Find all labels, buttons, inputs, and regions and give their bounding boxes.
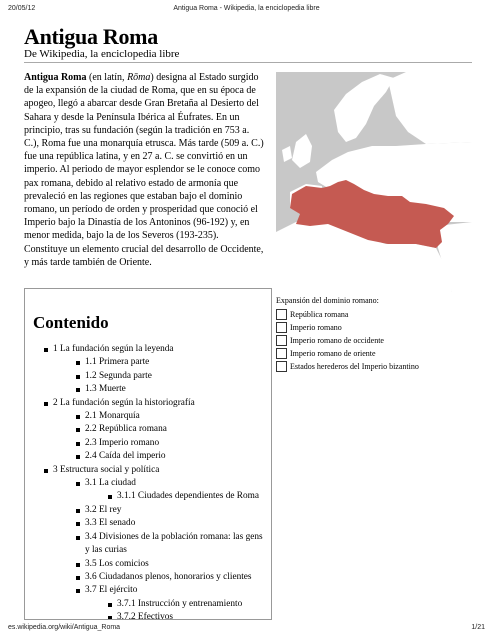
legend-item xyxy=(276,321,472,334)
legend-swatch xyxy=(276,361,287,372)
empire-map-svg xyxy=(276,72,472,292)
toc-item[interactable]: 1.3 Muerte xyxy=(25,383,267,396)
intro-paragraph xyxy=(24,71,264,269)
print-page-title: Antigua Roma - Wikipedia, la enciclopedia libre xyxy=(173,5,320,12)
legend-item xyxy=(276,360,472,373)
legend-label: Imperio romano xyxy=(290,323,342,332)
article-subtitle: De Wikipedia, la enciclopedia libre xyxy=(24,48,180,60)
legend-swatch xyxy=(276,348,287,359)
empire-map-image[interactable] xyxy=(276,72,472,292)
legend-swatch xyxy=(276,322,287,333)
toc-item[interactable]: 3.7.1 Instrucción y entrenamiento xyxy=(25,598,267,611)
toc-item[interactable]: 3.7 El ejército xyxy=(25,584,267,597)
article-title: Antigua Roma xyxy=(24,24,158,49)
toc-item[interactable]: 2.3 Imperio romano xyxy=(25,437,267,450)
map-land-britain xyxy=(292,134,312,168)
table-of-contents xyxy=(24,288,272,620)
map-land-scandinavia xyxy=(334,74,394,142)
legend-title: Expansión del dominio romano: xyxy=(276,296,379,305)
legend-item xyxy=(276,334,472,347)
print-header xyxy=(8,5,485,17)
toc-item[interactable]: 3.2 El rey xyxy=(25,504,267,517)
toc-item[interactable]: 3.4 Divisiones de la población romana: las gens y las curias xyxy=(25,531,267,558)
intro-body: ) designa al Estado surgido de la expansión de la ciudad de Roma, que en su época de apogeo, llegó a abarcar desde Gran Bretaña al Desierto del Sahara y desde la Península Ibérica al Éufrates. En un principio, tras su fundación (según la tradición en 753 a. C.), Roma fue una monarquía etrusca. Más tarde (509 a. C.) fue una república latina, y en 27 a. C. se convirtió en un imperio. Al periodo de mayor esplendor se le conoce como pax romana, debido al relativo estado de armonía que prevaleció en las regiones que estaban bajo el dominio romano, un período de orden y prosperidad que conoció el Imperio bajo la Dinastía de los Antoninos (96-192) y, en menor medida, bajo la de los Severos (193-235). Constituye un elemento crucial del desarrollo de Occidente, y más tarde también de Oriente. xyxy=(24,72,264,268)
toc-item[interactable]: 3.6 Ciudadanos plenos, honorarios y clientes xyxy=(25,571,267,584)
toc-item[interactable]: 2.4 Caída del imperio xyxy=(25,450,267,463)
print-url: es.wikipedia.org/wiki/Antigua_Roma xyxy=(8,624,121,631)
map-legend xyxy=(276,295,472,373)
toc-item[interactable]: 1.1 Primera parte xyxy=(25,356,267,369)
legend-label: Estados herederos del Imperio bizantino xyxy=(290,362,419,371)
toc-item[interactable]: 1 La fundación según la leyenda xyxy=(25,343,267,356)
toc-item[interactable]: 3.1 La ciudad xyxy=(25,477,267,490)
map-land-northeast xyxy=(388,72,472,144)
toc-item[interactable]: 3.7.2 Efectivos xyxy=(25,611,267,620)
toc-item[interactable]: 3.3 El senado xyxy=(25,517,267,530)
toc-item[interactable]: 3.5 Los comicios xyxy=(25,558,267,571)
toc-list xyxy=(25,343,267,620)
print-footer xyxy=(8,624,485,636)
map-land-ireland xyxy=(282,146,292,162)
intro-latin-term: Rōma xyxy=(127,72,151,83)
legend-label: Imperio romano de occidente xyxy=(290,336,384,345)
intro-paren: (en latín, xyxy=(86,72,128,83)
map-year-label: 140 xyxy=(296,269,320,285)
toc-title: Contenido xyxy=(33,313,109,332)
legend-label: Imperio romano de oriente xyxy=(290,349,376,358)
title-divider xyxy=(24,62,472,63)
toc-item[interactable]: 3.1.1 Ciudades dependientes de Roma xyxy=(25,490,267,503)
page-number: 1/21 xyxy=(471,624,485,631)
legend-item xyxy=(276,347,472,360)
legend-label: República romana xyxy=(290,310,349,319)
toc-item[interactable]: 3 Estructura social y política xyxy=(25,464,267,477)
toc-item[interactable]: 2 La fundación según la historiografía xyxy=(25,397,267,410)
print-date: 20/05/12 xyxy=(8,5,36,12)
toc-item[interactable]: 2.1 Monarquía xyxy=(25,410,267,423)
toc-item[interactable]: 2.2 República romana xyxy=(25,423,267,436)
legend-swatch xyxy=(276,335,287,346)
legend-swatch xyxy=(276,309,287,320)
toc-item[interactable]: 1.2 Segunda parte xyxy=(25,370,267,383)
intro-bold-term: Antigua Roma xyxy=(24,72,87,83)
legend-item xyxy=(276,308,472,321)
